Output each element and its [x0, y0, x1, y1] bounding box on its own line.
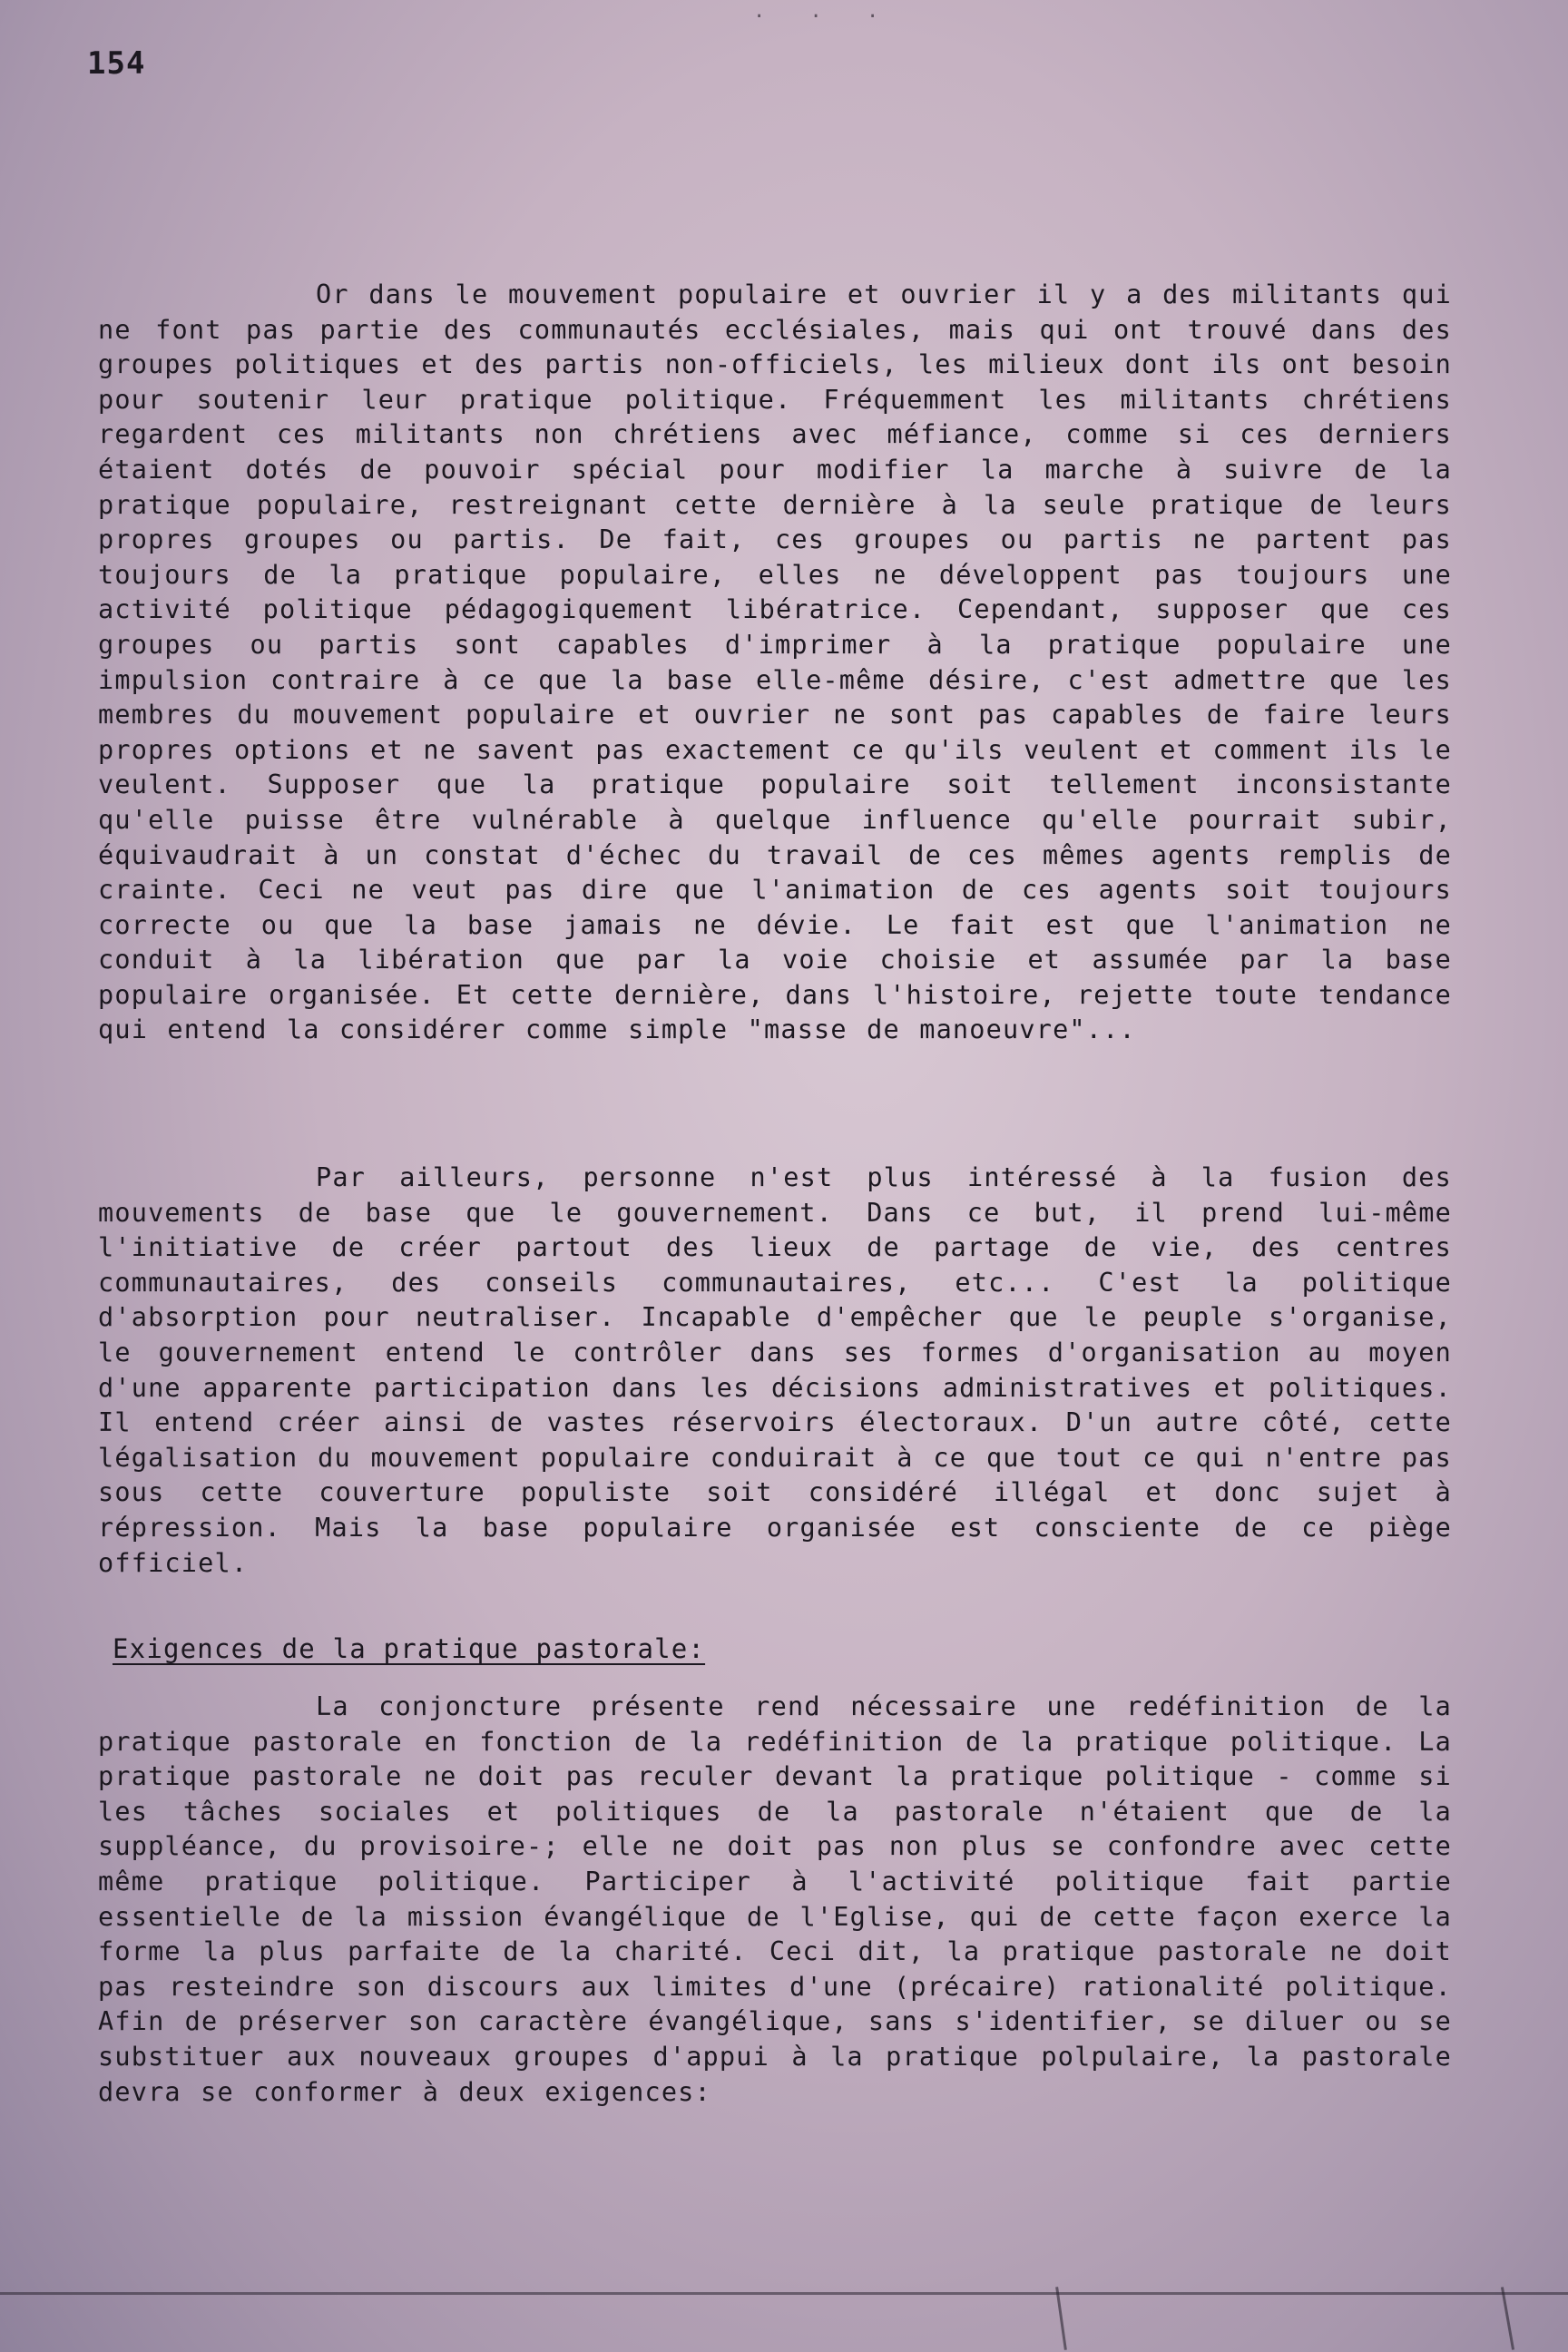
paragraph-militants — [98, 278, 1452, 1048]
section-heading: Exigences de la pratique pastorale: — [113, 1633, 706, 1664]
bottom-rule — [0, 2292, 1568, 2295]
paragraph-text: La conjoncture présente rend nécessaire une redéfinition de la pratique pastorale en fonction de la redéfinition de la pratique politique. La pratique pastorale ne doit pas reculer devant la pratique politique - comme si les tâches sociales et politiques de la pastorale n'étaient que de la suppléance, du provisoire-; elle ne doit pas non plus se confondre avec cette même pratique politique. Participer à l'activité politique fait partie essentielle de la mission évangélique de l'Eglise, qui de cette façon exerce la forme la plus parfaite de la charité. Ceci dit, la pratique pastorale ne doit pas resteindre son discours aux limites d'une (précaire) rationalité politique. Afin de préserver son caractère évangélique, sans s'identifier, se diluer ou se substituer aux nouveaux groupes d'appui à la pratique polpulaire, la pastorale devra se conformer à deux exigences: — [98, 1691, 1452, 2107]
paragraph-pastorale — [98, 1690, 1452, 2110]
bottom-tick-mark — [1055, 2287, 1067, 2350]
paragraph-text: Par ailleurs, personne n'est plus intéressé à la fusion des mouvements de base que le gouvernement. Dans ce but, il prend lui-même l'initiative de créer partout des lieux de partage de vie, des centres communautaires, des conseils communautaires, etc... C'est la politique d'absorption pour neutraliser. Incapable d'empêcher que le peuple s'organise, le gouvernement entend le contrôler dans ses formes d'organisation au moyen d'une apparente participation dans les décisions administratives et politiques. Il entend créer ainsi de vastes réservoirs électoraux. D'un autre côté, cette légalisation du mouvement populaire conduirait à ce que tout ce qui n'entre pas sous cette couverture populiste soit considéré illégal et donc sujet à répression. Mais la base populaire organisée est consciente de ce piège officiel. — [98, 1162, 1452, 1578]
top-mark: · · · — [753, 5, 896, 28]
page-number: 154 — [87, 45, 146, 82]
paragraph-gouvernement — [98, 1161, 1452, 1581]
paragraph-text: Or dans le mouvement populaire et ouvrier il y a des militants qui ne font pas partie des communautés ecclésiales, mais qui ont trouvé dans des groupes politiques et des partis non-officiels, les milieux dont ils ont besoin pour soutenir leur pratique politique. Fréquemment les militants chrétiens regardent ces militants non chrétiens avec méfiance, comme si ces derniers étaient dotés de pouvoir spécial pour modifier la marche à suivre de la pratique populaire, restreignant cette dernière à la seule pratique de leurs propres groupes ou partis. De fait, ces groupes ou partis ne partent pas toujours de la pratique populaire, elles ne développent pas toujours une activité politique pédagogiquement libératrice. Cependant, supposer que ces groupes ou partis sont capables d'imprimer à la pratique populaire une impulsion contraire à ce que la base elle-même désire, c'est admettre que les membres du mouvement populaire et ouvrier ne sont pas capables de faire leurs propres options et ne savent pas exactement ce qu'ils veulent et comment ils le veulent. Supposer que la pratique populaire soit tellement inconsistante qu'elle puisse être vulnérable à quelque influence qu'elle pourrait subir, équivaudrait à un constat d'échec du travail de ces mêmes agents remplis de crainte. Ceci ne veut pas dire que l'animation de ces agents soit toujours correcte ou que la base jamais ne dévie. Le fait est que l'animation ne conduit à la libération que par la voie choisie et assumée par la base populaire organisée. Et cette dernière, dans l'histoire, rejette toute tendance qui entend la considérer comme simple "masse de manoeuvre"... — [98, 279, 1452, 1045]
bottom-tick-mark — [1501, 2287, 1514, 2349]
